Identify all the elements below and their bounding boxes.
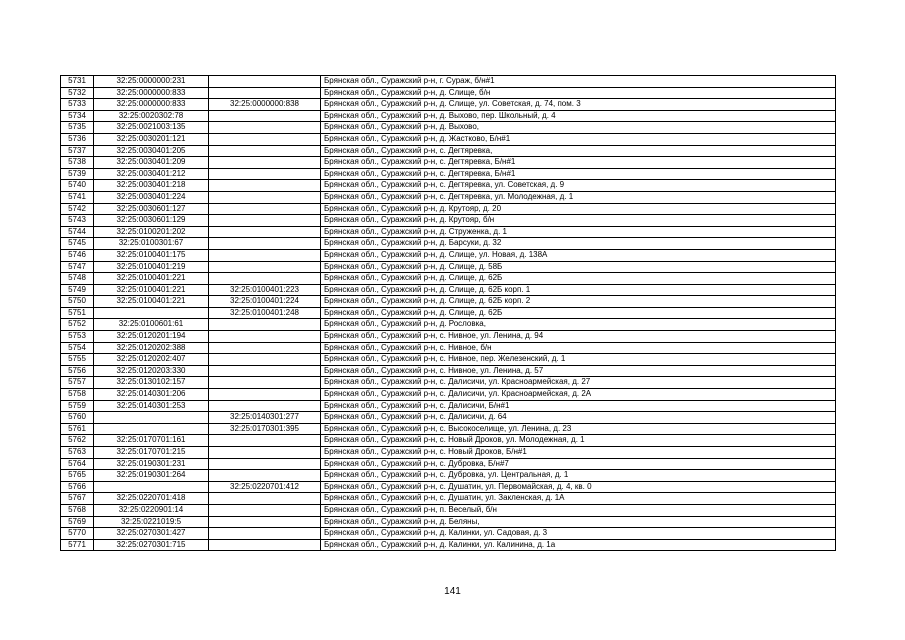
row-number-cell: 5752 (61, 319, 94, 331)
row-number-cell: 5739 (61, 168, 94, 180)
table-row (61, 76, 836, 88)
row-number-cell: 5742 (61, 203, 94, 215)
row-number-cell: 5732 (61, 87, 94, 99)
address-cell: Брянская обл., Суражский р-н, с. Душатин, ул. Закленская, д. 1А (321, 493, 836, 505)
address-cell: Брянская обл., Суражский р-н, д. Жастково, Б/н#1 (321, 133, 836, 145)
address-cell: Брянская обл., Суражский р-н, д. Калинки, ул. Садовая, д. 3 (321, 528, 836, 540)
cadastral-number-cell (94, 423, 209, 435)
table-row (61, 284, 836, 296)
address-cell: Брянская обл., Суражский р-н, с. Новый Дроков, ул. Молодежная, д. 1 (321, 435, 836, 447)
row-number-cell: 5765 (61, 470, 94, 482)
table-row (61, 435, 836, 447)
cadastral-number-cell: 32:25:0100401:221 (94, 284, 209, 296)
row-number-cell: 5731 (61, 76, 94, 88)
row-number-cell: 5771 (61, 539, 94, 551)
row-number-cell: 5737 (61, 145, 94, 157)
secondary-cadastral-number-cell (209, 528, 321, 540)
cadastral-number-cell: 32:25:0100401:175 (94, 249, 209, 261)
secondary-cadastral-number-cell (209, 238, 321, 250)
cadastral-number-cell: 32:25:0140301:253 (94, 400, 209, 412)
table-row (61, 110, 836, 122)
secondary-cadastral-number-cell (209, 76, 321, 88)
row-number-cell: 5754 (61, 342, 94, 354)
page-number: 141 (444, 586, 461, 597)
row-number-cell: 5757 (61, 377, 94, 389)
cadastral-number-cell: 32:25:0120201:194 (94, 331, 209, 343)
address-cell: Брянская обл., Суражский р-н, с. Дубровка, ул. Центральная, д. 1 (321, 470, 836, 482)
row-number-cell: 5763 (61, 447, 94, 459)
cadastral-number-cell: 32:25:0030601:129 (94, 215, 209, 227)
row-number-cell: 5762 (61, 435, 94, 447)
address-cell: Брянская обл., Суражский р-н, д. Слище, д. 62Б (321, 307, 836, 319)
row-number-cell: 5743 (61, 215, 94, 227)
row-number-cell: 5751 (61, 307, 94, 319)
address-cell: Брянская обл., Суражский р-н, д. Крутояр, б/н (321, 215, 836, 227)
address-cell: Брянская обл., Суражский р-н, с. Высокоселище, ул. Ленина, д. 23 (321, 423, 836, 435)
table-row (61, 133, 836, 145)
row-number-cell: 5734 (61, 110, 94, 122)
row-number-cell: 5733 (61, 99, 94, 111)
table-row (61, 458, 836, 470)
cadastral-number-cell (94, 307, 209, 319)
row-number-cell: 5758 (61, 389, 94, 401)
secondary-cadastral-number-cell (209, 470, 321, 482)
table-row (61, 249, 836, 261)
secondary-cadastral-number-cell (209, 435, 321, 447)
cadastral-number-cell: 32:25:0221019:5 (94, 516, 209, 528)
cadastral-number-cell: 32:25:0000000:833 (94, 87, 209, 99)
cadastral-number-cell: 32:25:0170701:215 (94, 447, 209, 459)
secondary-cadastral-number-cell (209, 191, 321, 203)
secondary-cadastral-number-cell (209, 133, 321, 145)
table-row (61, 180, 836, 192)
address-cell: Брянская обл., Суражский р-н, г. Сураж, б/н#1 (321, 76, 836, 88)
cadastral-number-cell: 32:25:0020302:78 (94, 110, 209, 122)
address-cell: Брянская обл., Суражский р-н, с. Нивное, ул. Ленина, д. 57 (321, 365, 836, 377)
table-row (61, 400, 836, 412)
secondary-cadastral-number-cell (209, 249, 321, 261)
table-row (61, 539, 836, 551)
secondary-cadastral-number-cell (209, 331, 321, 343)
cadastral-number-cell: 32:25:0021003:135 (94, 122, 209, 134)
cadastral-number-cell: 32:25:0120202:388 (94, 342, 209, 354)
address-cell: Брянская обл., Суражский р-н, д. Слище, д. 62Б корп. 2 (321, 296, 836, 308)
table-row (61, 215, 836, 227)
secondary-cadastral-number-cell: 32:25:0000000:838 (209, 99, 321, 111)
table-row (61, 331, 836, 343)
secondary-cadastral-number-cell (209, 145, 321, 157)
cadastral-number-cell: 32:25:0030601:127 (94, 203, 209, 215)
cadastral-number-cell: 32:25:0100301:67 (94, 238, 209, 250)
row-number-cell: 5760 (61, 412, 94, 424)
row-number-cell: 5770 (61, 528, 94, 540)
cadastral-number-cell: 32:25:0120203:330 (94, 365, 209, 377)
row-number-cell: 5735 (61, 122, 94, 134)
secondary-cadastral-number-cell (209, 516, 321, 528)
table-body (61, 76, 836, 551)
secondary-cadastral-number-cell: 32:25:0100401:224 (209, 296, 321, 308)
address-cell: Брянская обл., Суражский р-н, д. Рословка, (321, 319, 836, 331)
secondary-cadastral-number-cell (209, 400, 321, 412)
row-number-cell: 5756 (61, 365, 94, 377)
secondary-cadastral-number-cell (209, 377, 321, 389)
row-number-cell: 5768 (61, 504, 94, 516)
row-number-cell: 5759 (61, 400, 94, 412)
row-number-cell: 5753 (61, 331, 94, 343)
row-number-cell: 5769 (61, 516, 94, 528)
address-cell: Брянская обл., Суражский р-н, д. Беляны, (321, 516, 836, 528)
address-cell: Брянская обл., Суражский р-н, с. Далисичи, д. 64 (321, 412, 836, 424)
cadastral-number-cell: 32:25:0170701:161 (94, 435, 209, 447)
table-row (61, 365, 836, 377)
cadastral-number-cell: 32:25:0140301:206 (94, 389, 209, 401)
cadastral-number-cell: 32:25:0030401:212 (94, 168, 209, 180)
table-row (61, 191, 836, 203)
cadastral-number-cell: 32:25:0030401:224 (94, 191, 209, 203)
secondary-cadastral-number-cell (209, 122, 321, 134)
secondary-cadastral-number-cell (209, 226, 321, 238)
row-number-cell: 5749 (61, 284, 94, 296)
row-number-cell: 5744 (61, 226, 94, 238)
address-cell: Брянская обл., Суражский р-н, д. Слище, б/н (321, 87, 836, 99)
row-number-cell: 5740 (61, 180, 94, 192)
secondary-cadastral-number-cell (209, 447, 321, 459)
table-row (61, 389, 836, 401)
cadastral-number-cell: 32:25:0190301:231 (94, 458, 209, 470)
row-number-cell: 5741 (61, 191, 94, 203)
cadastral-number-cell: 32:25:0120202:407 (94, 354, 209, 366)
secondary-cadastral-number-cell (209, 168, 321, 180)
table-row (61, 296, 836, 308)
address-cell: Брянская обл., Суражский р-н, с. Нивное, ул. Ленина, д. 94 (321, 331, 836, 343)
row-number-cell: 5748 (61, 273, 94, 285)
cadastral-number-cell: 32:25:0100401:219 (94, 261, 209, 273)
secondary-cadastral-number-cell (209, 273, 321, 285)
address-cell: Брянская обл., Суражский р-н, с. Дегтяревка, ул. Советская, д. 9 (321, 180, 836, 192)
cadastral-number-cell: 32:25:0190301:264 (94, 470, 209, 482)
address-cell: Брянская обл., Суражский р-н, с. Дубровка, Б/н#7 (321, 458, 836, 470)
table-row (61, 157, 836, 169)
address-cell: Брянская обл., Суражский р-н, д. Струженка, д. 1 (321, 226, 836, 238)
row-number-cell: 5738 (61, 157, 94, 169)
secondary-cadastral-number-cell: 32:25:0100401:248 (209, 307, 321, 319)
table-row (61, 122, 836, 134)
secondary-cadastral-number-cell (209, 504, 321, 516)
secondary-cadastral-number-cell (209, 539, 321, 551)
secondary-cadastral-number-cell (209, 319, 321, 331)
row-number-cell: 5755 (61, 354, 94, 366)
table-row (61, 87, 836, 99)
address-cell: Брянская обл., Суражский р-н, д. Слище, ул. Советская, д. 74, пом. 3 (321, 99, 836, 111)
table-row (61, 342, 836, 354)
secondary-cadastral-number-cell (209, 354, 321, 366)
cadastral-number-cell: 32:25:0270301:427 (94, 528, 209, 540)
cadastral-number-cell (94, 412, 209, 424)
table-row (61, 516, 836, 528)
table-row (61, 412, 836, 424)
address-cell: Брянская обл., Суражский р-н, с. Далисичи, Б/н#1 (321, 400, 836, 412)
address-cell: Брянская обл., Суражский р-н, д. Слище, д. 58Б (321, 261, 836, 273)
cadastral-number-cell: 32:25:0030401:205 (94, 145, 209, 157)
table-row (61, 319, 836, 331)
secondary-cadastral-number-cell (209, 342, 321, 354)
secondary-cadastral-number-cell: 32:25:0170301:395 (209, 423, 321, 435)
row-number-cell: 5767 (61, 493, 94, 505)
table-row (61, 528, 836, 540)
secondary-cadastral-number-cell (209, 458, 321, 470)
table-row (61, 423, 836, 435)
address-cell: Брянская обл., Суражский р-н, с. Дегтяревка, (321, 145, 836, 157)
address-cell: Брянская обл., Суражский р-н, д. Слище, д. 62Б (321, 273, 836, 285)
cadastral-number-cell: 32:25:0100601:61 (94, 319, 209, 331)
cadastral-number-cell: 32:25:0130102:157 (94, 377, 209, 389)
table-row (61, 273, 836, 285)
secondary-cadastral-number-cell (209, 493, 321, 505)
address-cell: Брянская обл., Суражский р-н, с. Далисичи, ул. Красноармейская, д. 27 (321, 377, 836, 389)
secondary-cadastral-number-cell (209, 157, 321, 169)
address-cell: Брянская обл., Суражский р-н, с. Дегтяревка, Б/н#1 (321, 168, 836, 180)
table-row (61, 354, 836, 366)
address-cell: Брянская обл., Суражский р-н, д. Слище, ул. Новая, д. 138А (321, 249, 836, 261)
address-cell: Брянская обл., Суражский р-н, д. Барсуки, д. 32 (321, 238, 836, 250)
address-cell: Брянская обл., Суражский р-н, д. Крутояр, д. 20 (321, 203, 836, 215)
row-number-cell: 5750 (61, 296, 94, 308)
table-row (61, 99, 836, 111)
row-number-cell: 5745 (61, 238, 94, 250)
cadastral-number-cell: 32:25:0030201:121 (94, 133, 209, 145)
address-cell: Брянская обл., Суражский р-н, с. Новый Дроков, Б/н#1 (321, 447, 836, 459)
secondary-cadastral-number-cell: 32:25:0220701:412 (209, 481, 321, 493)
row-number-cell: 5736 (61, 133, 94, 145)
address-cell: Брянская обл., Суражский р-н, с. Далисичи, ул. Красноармейская, д. 2А (321, 389, 836, 401)
secondary-cadastral-number-cell (209, 87, 321, 99)
table-row (61, 145, 836, 157)
address-cell: Брянская обл., Суражский р-н, п. Веселый, б/н (321, 504, 836, 516)
row-number-cell: 5747 (61, 261, 94, 273)
table-row (61, 493, 836, 505)
cadastral-number-cell: 32:25:0030401:209 (94, 157, 209, 169)
secondary-cadastral-number-cell (209, 110, 321, 122)
address-cell: Брянская обл., Суражский р-н, с. Дегтяревка, Б/н#1 (321, 157, 836, 169)
cadastral-number-cell: 32:25:0000000:833 (94, 99, 209, 111)
cadastral-number-cell: 32:25:0100201:202 (94, 226, 209, 238)
address-cell: Брянская обл., Суражский р-н, с. Душатин, ул. Первомайская, д. 4, кв. 0 (321, 481, 836, 493)
table-row (61, 307, 836, 319)
address-cell: Брянская обл., Суражский р-н, с. Дегтяревка, ул. Молодежная, д. 1 (321, 191, 836, 203)
table-row (61, 226, 836, 238)
secondary-cadastral-number-cell (209, 203, 321, 215)
table-row (61, 470, 836, 482)
table-row (61, 203, 836, 215)
cadastral-number-cell: 32:25:0270301:715 (94, 539, 209, 551)
table-row (61, 168, 836, 180)
table-row (61, 504, 836, 516)
row-number-cell: 5764 (61, 458, 94, 470)
table-row (61, 481, 836, 493)
table-row (61, 261, 836, 273)
table-row (61, 238, 836, 250)
row-number-cell: 5766 (61, 481, 94, 493)
cadastral-number-cell: 32:25:0000000:231 (94, 76, 209, 88)
address-cell: Брянская обл., Суражский р-н, д. Слище, д. 62Б корп. 1 (321, 284, 836, 296)
secondary-cadastral-number-cell: 32:25:0140301:277 (209, 412, 321, 424)
table-row (61, 377, 836, 389)
row-number-cell: 5761 (61, 423, 94, 435)
secondary-cadastral-number-cell (209, 180, 321, 192)
address-cell: Брянская обл., Суражский р-н, с. Нивное, б/н (321, 342, 836, 354)
address-cell: Брянская обл., Суражский р-н, с. Нивное, пер. Железенский, д. 1 (321, 354, 836, 366)
row-number-cell: 5746 (61, 249, 94, 261)
cadastral-number-cell: 32:25:0220701:418 (94, 493, 209, 505)
cadastral-number-cell: 32:25:0100401:221 (94, 296, 209, 308)
cadastral-number-cell: 32:25:0220901:14 (94, 504, 209, 516)
address-cell: Брянская обл., Суражский р-н, д. Выхово, пер. Школьный, д. 4 (321, 110, 836, 122)
cadastral-number-cell: 32:25:0100401:221 (94, 273, 209, 285)
cadastral-number-cell: 32:25:0030401:218 (94, 180, 209, 192)
property-register-table (60, 75, 836, 551)
address-cell: Брянская обл., Суражский р-н, д. Выхово, (321, 122, 836, 134)
secondary-cadastral-number-cell (209, 365, 321, 377)
address-cell: Брянская обл., Суражский р-н, д. Калинки, ул. Калинина, д. 1а (321, 539, 836, 551)
secondary-cadastral-number-cell (209, 389, 321, 401)
secondary-cadastral-number-cell (209, 261, 321, 273)
table-row (61, 447, 836, 459)
cadastral-number-cell (94, 481, 209, 493)
secondary-cadastral-number-cell (209, 215, 321, 227)
secondary-cadastral-number-cell: 32:25:0100401:223 (209, 284, 321, 296)
